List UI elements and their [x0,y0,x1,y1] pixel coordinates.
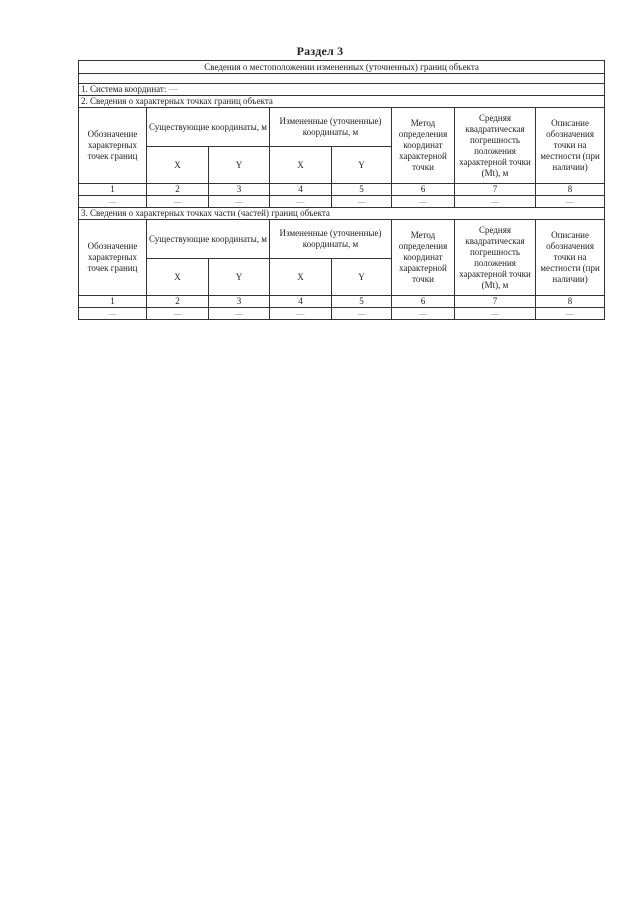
table-cell: — [536,196,605,208]
existing-coords-header: Существующие координаты, м [147,220,270,259]
table-row [79,196,605,208]
section-title: Раздел 3 [296,44,344,58]
column-number: 3 [209,296,270,308]
existing-y-header: Y [209,259,270,296]
table-cell: — [79,308,147,320]
column-number: 2 [147,296,209,308]
changed-coords-header: Измененные (уточненные) координаты, м [270,108,392,147]
main-heading: Сведения о местоположении измененных (уточненных) границ объекта [79,61,605,74]
changed-coords-header: Измененные (уточненные) координаты, м [270,220,392,259]
table-cell: — [209,308,270,320]
column-numbers-row [79,184,605,196]
column-number: 7 [455,296,536,308]
changed-y-header: Y [332,147,392,184]
column-number: 1 [79,296,147,308]
column-number: 2 [147,184,209,196]
changed-y-header: Y [332,259,392,296]
table-cell: — [332,308,392,320]
column-number: 8 [536,296,605,308]
part-points-table-heading: 3. Сведения о характерных точках части (частей) границ объекта [79,208,605,220]
changed-x-header: X [270,259,332,296]
column-number: 1 [79,184,147,196]
coord-system-value: — [168,84,178,94]
column-number: 6 [392,184,455,196]
table-cell: — [536,308,605,320]
table-cell: — [332,196,392,208]
table-cell: — [270,308,332,320]
table-cell: — [147,196,209,208]
column-numbers-row [79,296,605,308]
existing-x-header: X [147,147,209,184]
table-cell: — [147,308,209,320]
column-number: 7 [455,184,536,196]
description-header: Описание обозначения точки на местности (при наличии) [536,220,605,296]
column-number: 6 [392,296,455,308]
table-cell: — [455,308,536,320]
coord-system-label: 1. Система координат: [81,84,167,94]
column-number: 8 [536,184,605,196]
existing-x-header: X [147,259,209,296]
error-header: Средняя квадратическая погрешность положения характерной точки (Mt), м [455,220,536,296]
table-cell: — [392,308,455,320]
table-cell: — [209,196,270,208]
table-cell: — [79,196,147,208]
points-table-heading: 2. Сведения о характерных точках границ объекта [79,96,605,108]
table-cell: — [392,196,455,208]
existing-coords-header: Существующие координаты, м [147,108,270,147]
changed-x-header: X [270,147,332,184]
existing-y-header: Y [209,147,270,184]
designation-header: Обозначение характерных точек границ [79,108,147,184]
table-row [79,308,605,320]
column-number: 5 [332,184,392,196]
error-header: Средняя квадратическая погрешность положения характерной точки (Mt), м [455,108,536,184]
coord-system-row [79,84,605,96]
table-cell: — [455,196,536,208]
table-cell: — [270,196,332,208]
method-header: Метод определения координат характерной точки [392,220,455,296]
method-header: Метод определения координат характерной точки [392,108,455,184]
blank-row [79,74,605,84]
description-header: Описание обозначения точки на местности (при наличии) [536,108,605,184]
document-body [78,60,604,320]
column-number: 5 [332,296,392,308]
column-number: 4 [270,184,332,196]
designation-header: Обозначение характерных точек границ [79,220,147,296]
column-number: 3 [209,184,270,196]
column-number: 4 [270,296,332,308]
boundaries-table [78,60,605,320]
